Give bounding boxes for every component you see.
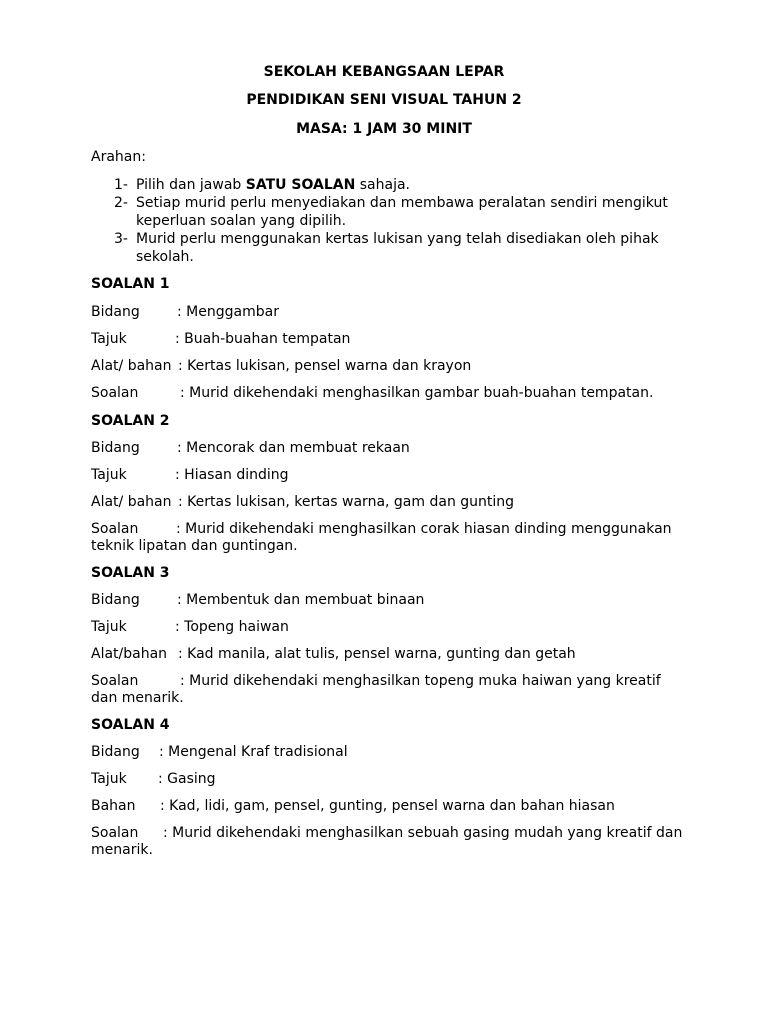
field-label: Bidang [91, 744, 140, 760]
field-label: Soalan [91, 385, 139, 401]
question-title: SOALAN 1 [91, 276, 170, 292]
field-label: Bidang [91, 440, 140, 456]
field-label: Bidang [91, 304, 140, 320]
field-value: : Kertas lukisan, kertas warna, gam dan gunting [178, 494, 515, 510]
field-value: : Gasing [158, 771, 216, 787]
instruction-number: 3- [114, 231, 128, 247]
field-value: : Mencorak dan membuat rekaan [177, 440, 410, 456]
instruction-text: Murid perlu menggunakan kertas lukisan yang telah disediakan oleh pihak sekolah. [136, 231, 659, 265]
field-value: : Murid dikehendaki menghasilkan sebuah gasing mudah yang kreatif dan [163, 825, 683, 841]
instruction-item [114, 194, 694, 230]
field-label: Soalan [91, 825, 139, 841]
instruction-item [114, 176, 694, 194]
question-text-continuation: menarik. [91, 842, 153, 858]
field-label: Bahan [91, 798, 136, 814]
school-name: SEKOLAH KEBANGSAAN LEPAR [263, 64, 505, 80]
field-label: Bidang [91, 592, 140, 608]
field-label: Alat/bahan [91, 646, 168, 662]
instruction-text [136, 176, 694, 194]
field-value: : Kad, lidi, gam, pensel, gunting, pensel warna dan bahan hiasan [160, 798, 615, 814]
field-label: Soalan [91, 521, 139, 537]
instruction-item [114, 230, 694, 266]
time-allowed: MASA: 1 JAM 30 MINIT [296, 121, 472, 137]
field-label: Tajuk [91, 331, 127, 347]
question-title: SOALAN 2 [91, 413, 170, 429]
question-text-continuation: teknik lipatan dan guntingan. [91, 538, 298, 554]
field-value: : Murid dikehendaki menghasilkan gambar buah-buahan tempatan. [180, 385, 654, 401]
field-label: Alat/ bahan [91, 358, 172, 374]
field-value: : Menggambar [177, 304, 279, 320]
instruction-emphasis: SATU SOALAN [245, 177, 356, 193]
field-value: : Mengenal Kraf tradisional [159, 744, 348, 760]
field-value: : Murid dikehendaki menghasilkan corak hiasan dinding menggunakan [176, 521, 672, 537]
field-label: Tajuk [91, 771, 127, 787]
question-text-continuation: dan menarik. [91, 690, 184, 706]
field-value: : Topeng haiwan [175, 619, 289, 635]
field-value: : Murid dikehendaki menghasilkan topeng muka haiwan yang kreatif [180, 673, 661, 689]
field-label: Soalan [91, 673, 139, 689]
field-value: : Membentuk dan membuat binaan [177, 592, 425, 608]
instructions-heading: Arahan: [91, 149, 146, 165]
field-value: : Hiasan dinding [175, 467, 289, 483]
field-value: : Buah-buahan tempatan [175, 331, 351, 347]
field-label: Alat/ bahan [91, 494, 172, 510]
field-label: Tajuk [91, 619, 127, 635]
instruction-number: 1- [114, 177, 128, 193]
field-value: : Kertas lukisan, pensel warna dan krayon [178, 358, 472, 374]
subject-title: PENDIDIKAN SENI VISUAL TAHUN 2 [246, 92, 522, 108]
instruction-number: 2- [114, 195, 128, 211]
question-title: SOALAN 4 [91, 717, 170, 733]
instruction-text: Setiap murid perlu menyediakan dan membawa peralatan sendiri mengikut keperluan soalan yang dipilih. [136, 195, 668, 229]
question-title: SOALAN 3 [91, 565, 170, 581]
instruction-text-part: sahaja. [355, 177, 411, 193]
field-value: : Kad manila, alat tulis, pensel warna, gunting dan getah [178, 646, 576, 662]
field-label: Tajuk [91, 467, 127, 483]
instruction-text-part: Pilih dan jawab [136, 177, 246, 193]
